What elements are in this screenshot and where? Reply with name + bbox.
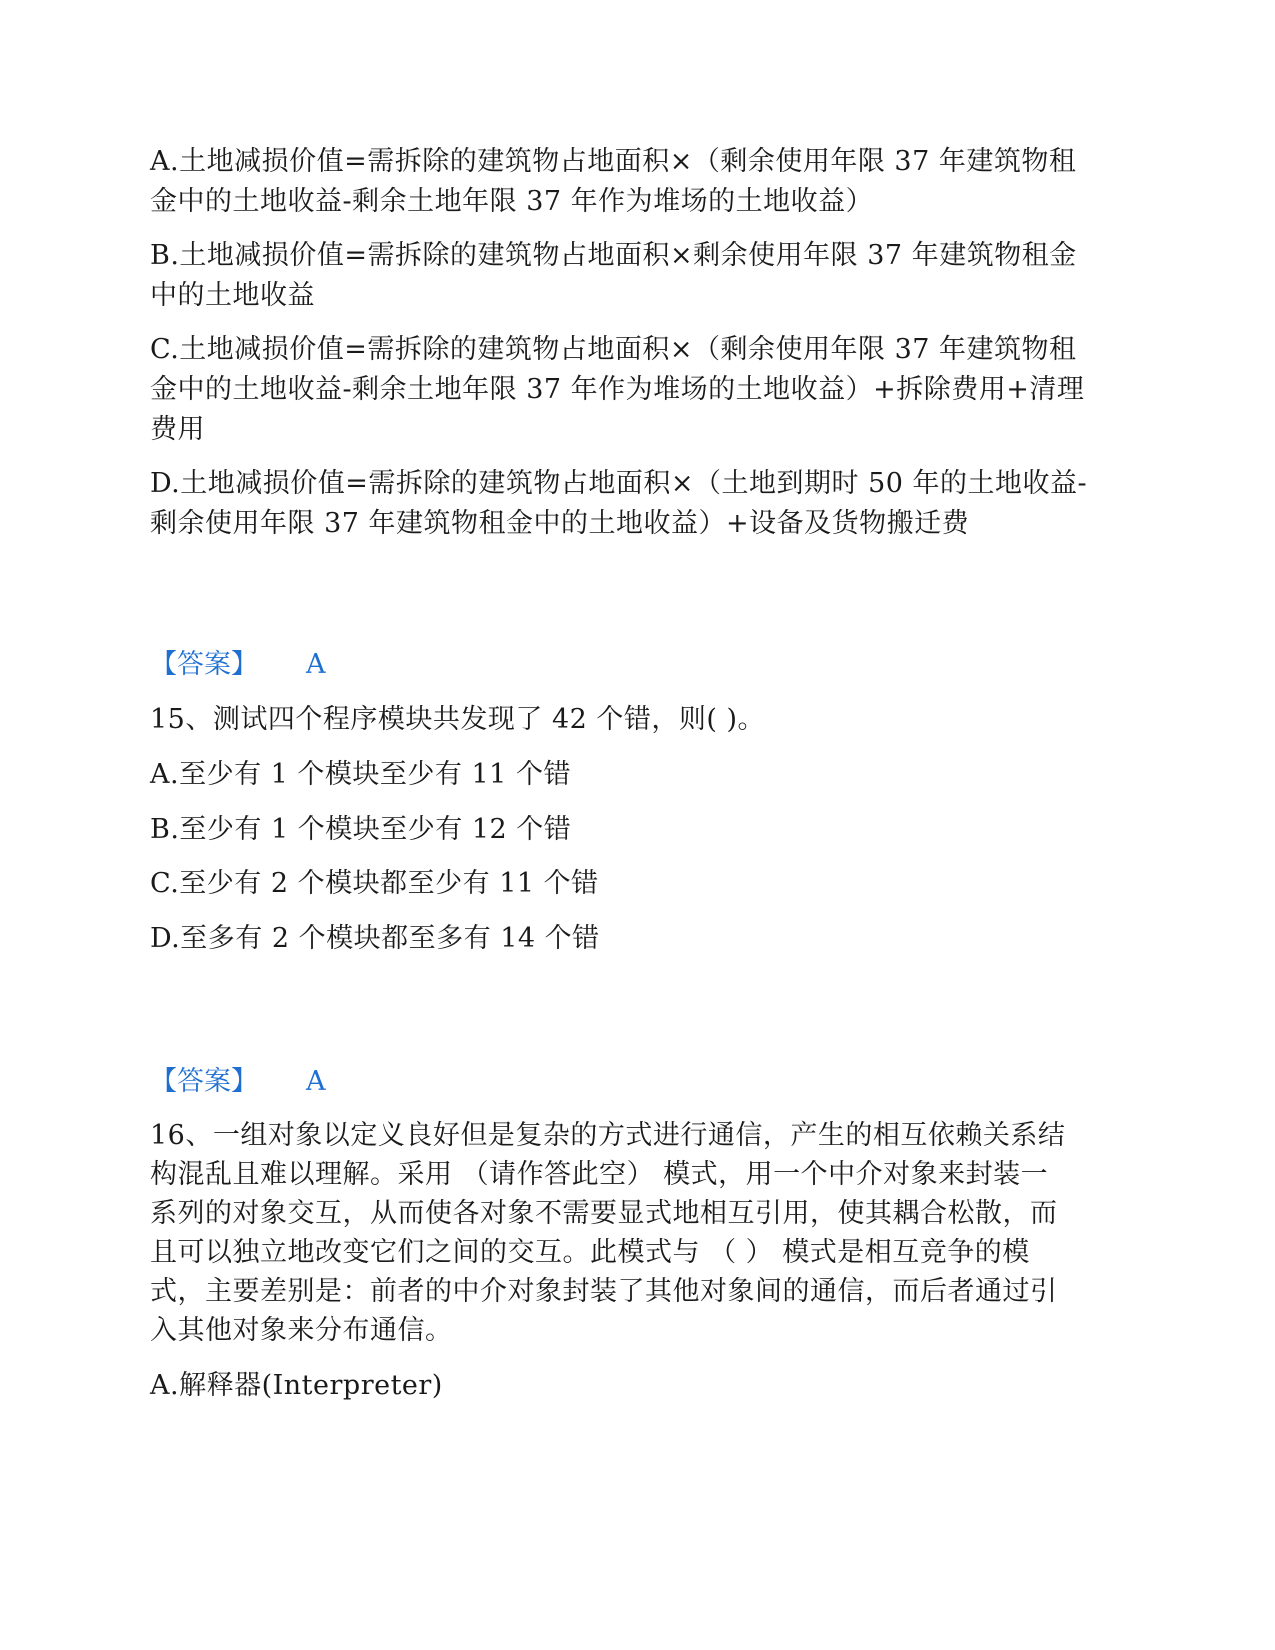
q15-option-b: B.至少有 1 个模块至少有 12 个错 [150,814,572,845]
q15-option-a: A.至少有 1 个模块至少有 11 个错 [150,759,571,790]
answer-label: 【答案】 [150,649,258,680]
q14-option-b-line1: B.土地减损价值=需拆除的建筑物占地面积×剩余使用年限 37 年建筑物租金 [150,240,1077,271]
answer-14 [150,645,326,685]
q16-stem-line1: 16、一组对象以定义良好但是复杂的方式进行通信，产生的相互依赖关系结 [150,1120,1066,1151]
q15-option-c: C.至少有 2 个模块都至少有 11 个错 [150,868,599,899]
q14-option-a-line2: 金中的土地收益-剩余土地年限 37 年作为堆场的土地收益） [150,186,874,217]
q16-stem-line6: 入其他对象来分布通信。 [150,1315,453,1346]
q14-option-b-line2: 中的土地收益 [150,280,315,311]
q14-option-d-line1: D.土地减损价值=需拆除的建筑物占地面积×（土地到期时 50 年的土地收益- [150,468,1088,499]
q14-option-d-line2: 剩余使用年限 37 年建筑物租金中的土地收益）+设备及货物搬迁费 [150,508,970,539]
answer-value: A [306,1066,326,1097]
q16-stem-line3: 系列的对象交互，从而使各对象不需要显式地相互引用，使其耦合松散，而 [150,1198,1058,1229]
answer-15 [150,1062,326,1102]
q14-option-c-line3: 费用 [150,414,205,445]
q14-option-c-line1: C.土地减损价值=需拆除的建筑物占地面积×（剩余使用年限 37 年建筑物租 [150,334,1077,365]
q14-option-a-line1: A.土地减损价值=需拆除的建筑物占地面积×（剩余使用年限 37 年建筑物租 [150,146,1077,177]
q16-option-a: A.解释器(Interpreter) [150,1370,443,1401]
answer-value: A [306,649,326,680]
q15-stem: 15、测试四个程序模块共发现了 42 个错，则( )。 [150,704,766,735]
q16-stem-line2: 构混乱且难以理解。采用 （请作答此空） 模式，用一个中介对象来封装一 [150,1159,1049,1190]
q14-option-c-line2: 金中的土地收益-剩余土地年限 37 年作为堆场的土地收益）+拆除费用+清理 [150,374,1085,405]
q16-stem-line5: 式，主要差别是：前者的中介对象封装了其他对象间的通信，而后者通过引 [150,1276,1058,1307]
q15-option-d: D.至多有 2 个模块都至多有 14 个错 [150,923,600,954]
answer-label: 【答案】 [150,1066,258,1097]
q16-stem-line4: 且可以独立地改变它们之间的交互。此模式与 （ ） 模式是相互竞争的模 [150,1237,1030,1268]
